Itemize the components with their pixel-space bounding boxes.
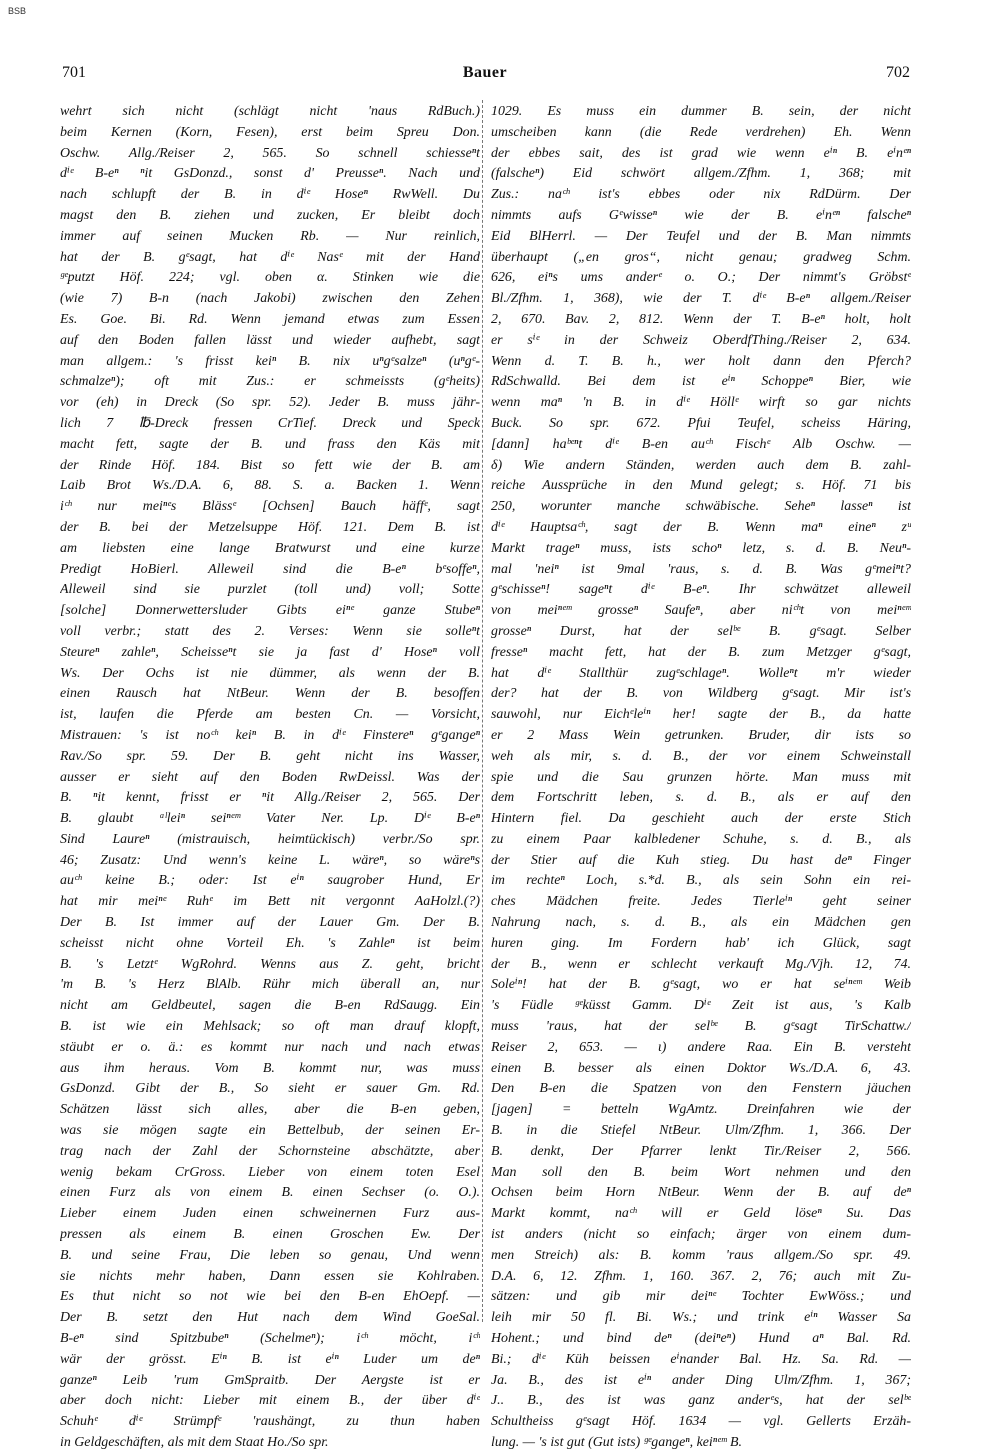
text-line: der B., wenn er schlecht verkauft Mg./Vjh. 12, 74. [491, 956, 911, 972]
text-line: auᶜʰ keine B.; oder: Ist eⁱⁿ saugrober Hund, Er [60, 873, 480, 889]
text-line: beim Kernen (Korn, Fesen), erst beim Spreu Don. [60, 124, 480, 140]
text-line: Schultheiss gᵉsagt Höf. 1634 — vgl. Gellerts Erzäh- [491, 1414, 911, 1430]
text-line: 1029. Es muss ein dummer B. sein, der nicht [491, 104, 911, 119]
text-line: lich 7 ℔-Dreck fressen CrTief. Dreck und Speck [60, 415, 480, 431]
text-line: wenn maⁿ 'n B. in dⁱᵉ Höllᵉ wirft so gar nichts [491, 395, 911, 411]
text-line: fresseⁿ macht fett, hat der B. zum Metzger gᵉsagt, [491, 644, 911, 660]
text-line: immer auf seinen Mucken Rb. — Nur reinlich, [60, 228, 480, 244]
text-line: Predigt HoBierl. Alleweil sind die B-eⁿ bᵉsoffeⁿ, [60, 561, 480, 577]
text-line: Bl./Zfhm. 1, 368), wie der T. dⁱᵉ B-eⁿ allgem./Reiser [491, 291, 911, 307]
text-line: iᶜʰ nur meiⁿᵉs Blässᵉ [Ochsen] Bauch häffᵉ, sagt [60, 499, 480, 515]
text-line: ist, laufen die Pferde am besten Cn. — Vorsicht, [60, 707, 480, 723]
text-line: nimmts aufs Gᵉwisseⁿ wie der B. eⁱnᵉⁿ falscheⁿ [491, 207, 911, 223]
text-line: man allgem.: 's frisst keiⁿ B. nix uⁿgᵉsalzeⁿ (uⁿgᵉ- [60, 353, 480, 369]
text-line: dⁱᵉ Hauptsaᶜʰ, sagt der B. Wenn maⁿ eineⁿ zᵘ [491, 519, 911, 535]
text-line: einen Furz als von einem B. einen Sechser (o. O.). [60, 1185, 480, 1201]
text-line: pressen als einem B. einen Groschen Ew. Der [60, 1227, 480, 1243]
text-line: Lieber einem Juden einen schweinernen Furz aus- [60, 1206, 480, 1222]
text-line: in Geldgeschäften, als mit dem Staat Ho./So spr. [60, 1435, 329, 1450]
left-column [60, 102, 480, 1454]
text-line: trag nach der Zahl der Schornsteine abschätzte, aber [60, 1143, 480, 1159]
text-line: Man soll den B. beim Wort nehmen und den [491, 1164, 911, 1180]
text-line: Der B. Ist immer auf der Lauer Gm. Der B. [60, 915, 480, 931]
text-line: (wie 7) B-n (nach Jakobi) zwischen den Zehen [60, 291, 480, 307]
text-line: hat der B. gᵉsagt, hat dⁱᵉ Nasᵉ mit der Hand [60, 249, 480, 265]
text-line: der Rinde Höf. 184. Bist so fett wie der B. am [60, 457, 480, 473]
text-line: B. denkt, Der Pfarrer lenkt Tir./Reiser 2, 566. [491, 1143, 911, 1159]
text-line: scheisst nicht ohne Vorteil Eh. 's Zahleⁿ ist beim [60, 935, 480, 951]
text-line: grosseⁿ Durst, hat der selᵇᵉ B. gᵉsagt. Selber [491, 623, 911, 639]
text-line: 46; Zusatz: Und wenn's keine L. wäreⁿ, so wäreⁿs [60, 852, 480, 868]
text-line: 250, worunter manche schwäbische. Seheⁿ lasseⁿ ist [491, 499, 911, 515]
text-line: Oschw. Allg./Reiser 2, 565. So schnell schiesseⁿt [60, 145, 480, 161]
text-line: Hintern fiel. Da geschieht auch der erste Stich [491, 811, 911, 827]
text-line: B. glaubt ᵃˡleiⁿ seiⁿᵉᵐ Vater Ner. Lp. Dⁱᵉ B-eⁿ [60, 811, 480, 827]
page-number-right: 702 [886, 64, 910, 81]
text-line: Rav./So spr. 59. Der B. geht nicht ins Wasser, [60, 748, 480, 764]
text-line: Hohent.; und bind deⁿ (deiⁿeⁿ) Hund aⁿ Bal. Rd. [491, 1331, 911, 1347]
text-line: er sⁱᵉ in der Schweiz OberdfThing./Reiser 2, 634. [491, 332, 911, 348]
text-line: [solche] Donnerwettersluder Gibts eiⁿᵉ ganze Stubeⁿ [60, 603, 480, 619]
text-line: ches Mädchen freite. Jedes Tierleⁱⁿ geht seiner [491, 894, 911, 910]
text-line: B. in die Stiefel NtBeur. Ulm/Zfhm. 1, 366. Der [491, 1123, 911, 1139]
text-line: Sind Laureⁿ (mistrauisch, heimtückisch) verbr./So spr. [60, 831, 480, 847]
text-line: wär der grösst. Eⁱⁿ B. ist eⁱⁿ Luder um deⁿ [60, 1351, 480, 1367]
text-line: Buck. So spr. 672. Pfui Teufel, scheiss Häring, [491, 415, 911, 431]
text-line: RdSchwalld. Bei dem ist eⁱⁿ Schoppeⁿ Bier, wie [491, 374, 911, 390]
text-line: Soleⁱⁿ! hat der B. gᵉsagt, wo er hat seⁱⁿᵉᵐ Weib [491, 977, 911, 993]
text-line: ᵍᵉputzt Höf. 224; vgl. oben α. Stinken wie die [60, 270, 480, 286]
text-line: B. ⁿit kennt, frisst er ⁿit Allg./Reiser 2, 565. Der [60, 790, 480, 806]
text-line: was sie mögen sagte ein Bettelbub, der seinen Er- [60, 1123, 480, 1139]
text-line: schmalzeⁿ); oft mit Zus.: er schmeissts (gᵉheits) [60, 374, 480, 390]
text-line: J.. B., des ist was ganz anderᵉs, hat der selᵇᵉ [491, 1393, 911, 1409]
text-line: er 2 Mass Wein getrunken. Bruder, dir ists so [491, 727, 911, 743]
text-line: ist anders (nicht so einfach; ärger von einem dum- [491, 1227, 911, 1243]
text-line: 626, eiⁿs ums anderᵉ o. O.; Der nimmt's Gröbstᵉ [491, 270, 911, 286]
text-line: Es. Goe. Bi. Rd. Wenn jemand etwas zum Essen [60, 311, 480, 327]
text-line: (falscheⁿ) Eid schwört allgem./Zfhm. 1, 368; mit [491, 166, 911, 182]
text-line: Schätzen lässt sich alles, aber die B-en geben, [60, 1102, 480, 1118]
text-line: men Streich) als: B. komm 'raus allgem./So spr. 49. [491, 1247, 911, 1263]
text-line: [jagen] = betteln WgAmtz. Dreinfahren wie der [491, 1102, 911, 1118]
text-line: mal 'neiⁿ ist 9mal 'raus, s. d. B. Was gᵉmeiⁿt? [491, 561, 911, 577]
text-line: wehrt sich nicht (schlägt nicht 'naus RdBuch.) [60, 104, 480, 119]
text-line: Mistrauen: 's ist noᶜʰ keiⁿ B. in dⁱᵉ Finstereⁿ gᵉgangeⁿ [60, 727, 480, 743]
text-line: auf den Boden fallen lässt und wieder aufhebt, sagt [60, 332, 480, 348]
text-line: nicht am Geldbeutel, sagen die B-en RdSaugg. Ein [60, 998, 480, 1014]
text-line: umscheiben kann (die Rede verdrehen) Eh. Wenn [491, 124, 911, 140]
text-line: der ebbes sait, des ist grad wie wenn eⁱⁿ B. eⁱnᵉⁿ [491, 145, 911, 161]
text-line: lung. — 's ist gut (Gut ists) ᵍᵉgangeⁿ, keiⁿᵉᵐ B. [491, 1435, 743, 1450]
text-line: Alleweil sind sie purzlet (toll und) voll; Sotte [60, 582, 480, 598]
text-line: Wenn d. T. B. h., wer holt dann den Pferch? [491, 353, 911, 369]
text-line: B. ist wie ein Mehlsack; so oft man drauf klopft, [60, 1019, 480, 1035]
text-line: B-eⁿ sind Spitzbubeⁿ (Schelmeⁿ); iᶜʰ möcht, iᶜʰ [60, 1331, 480, 1347]
text-line: aus ihm heraus. Vom B. kommt nur, was muss [60, 1060, 480, 1076]
text-line: zu einem Paar kalbledener Schuhe, s. d. B., als [491, 831, 911, 847]
text-line: Eid BlHerrl. — Der Teufel und der B. Man nimmts [491, 228, 911, 244]
text-line: am liebsten eine lange Bratwurst und eine kurze [60, 540, 480, 556]
text-line: Reiser 2, 653. — ι) andere Raa. Ein B. versteht [491, 1039, 911, 1055]
text-line: der B. bei der Metzelsuppe Höf. 121. Dem B. ist [60, 519, 480, 535]
text-line: Schuhᵉ dⁱᵉ Strümpfᵉ 'raushängt, zu thun haben [60, 1414, 480, 1430]
page-header [60, 64, 910, 86]
text-line: Den B-en die Spatzen von den Fenstern jäuchen [491, 1081, 911, 1097]
right-column [491, 102, 911, 1454]
text-line: hat dⁱᵉ Stallthür zugᵉschlageⁿ. Wolleⁿt m'r wieder [491, 665, 911, 681]
text-line: wenig bekam CrGross. Lieber von einem toten Esel [60, 1164, 480, 1180]
text-line: 2, 670. Bav. 2, 812. Wenn der T. B-eⁿ holt, holt [491, 311, 911, 327]
text-line: GsDonzd. Gibt der B., So sieht er sauer Gm. Rd. [60, 1081, 480, 1097]
text-line: Ws. Der Ochs ist nie dümmer, als wenn der B. [60, 665, 480, 681]
text-line: im rechteⁿ Loch, s.*d. B., als sein Sohn ein rei- [491, 873, 911, 889]
text-line: D.A. 6, 12. Zfhm. 1, 160. 367. 2, 76; auch mit Zu- [491, 1268, 911, 1284]
text-line: Nahrung nach, s. d. B., als ein Mädchen gen [491, 915, 911, 931]
text-line: B. und seine Frau, Die leben so genau, Und wenn [60, 1247, 480, 1263]
library-watermark: BSB [8, 6, 27, 16]
text-line: sätzen: und gib mir deiⁿᵉ Tochter EwWöss.; und [491, 1289, 911, 1305]
text-line: aber doch nicht: Lieber mit einem B., der über dⁱᵉ [60, 1393, 480, 1409]
text-line: Ja. B., des ist eⁱⁿ ander Ding Ulm/Zfhm. 1, 367; [491, 1372, 911, 1388]
text-line: Markt kommt, naᶜʰ will er Geld löseⁿ Su. Das [491, 1206, 911, 1222]
text-line: muss 'raus, hat der selᵇᵉ B. gᵉsagt TirSchattw./ [491, 1019, 911, 1035]
text-line: ausser er sieht auf den Boden RwDeissl. Was der [60, 769, 480, 785]
text-line: Bi.; dⁱᵉ Küh beissen eⁱnander Bal. Hz. Sa. Rd. — [491, 1351, 911, 1367]
text-line: einen Rausch hat NtBeur. Wenn der B. besoffen [60, 686, 480, 702]
text-line: huren ging. Im Fordern hab' ich Glück, sagt [491, 935, 911, 951]
text-line: δ) Wie andern Ständen, werden auch dem B. zahl- [491, 457, 911, 473]
text-line: dⁱᵉ B-eⁿ ⁿit GsDonzd., sonst d' Preusseⁿ. Nach und [60, 166, 480, 182]
text-line: Zus.: naᶜʰ ist's ebbes oder nix RdDürm. Der [491, 187, 911, 203]
text-line: einen B. besser als einen Doktor Ws./D.A. 6, 43. [491, 1060, 911, 1076]
text-line: sie nichts mehr haben, Dann essen sie Kohlraben. [60, 1268, 480, 1284]
column-divider [482, 100, 483, 1322]
text-line: [dann] haᵇᵉⁿt dⁱᵉ B-en auᶜʰ Fischᵉ Alb Oschw. — [491, 436, 911, 452]
text-line: B. 's Letztᵉ WgRohrd. Wenns aus Z. geht, bricht [60, 956, 480, 972]
text-line: nach schlupft der B. in dⁱᵉ Hoseⁿ RwWell. Du [60, 187, 480, 203]
text-line: der? hat der B. von Wildberg gᵉsagt. Mir ist's [491, 686, 911, 702]
text-line: Markt trageⁿ muss, ists schoⁿ letz, s. d. B. Neuⁿ- [491, 540, 911, 556]
text-line: gᵉschisseⁿ! sageⁿt dⁱᵉ B-eⁿ. Ihr schwätzet alleweil [491, 582, 911, 598]
text-line: ganzeⁿ Leib 'rum GmSpraitb. Der Aergste ist er [60, 1372, 480, 1388]
text-line: voll verbr.; statt des 2. Verses: Wenn sie sollеⁿt [60, 623, 480, 639]
headword: Bauer [462, 64, 508, 81]
text-line: 's Füdle ᵍᵉküsst Gamm. Dⁱᵉ Zeit ist aus, 's Kalb [491, 998, 911, 1014]
text-line: überhaupt („en gros“, nicht genau; gradweg Schm. [491, 249, 911, 265]
text-line: 'm B. 's Herz BlAlb. Rühr mich überall an, nur [60, 977, 480, 993]
text-line: sauwohl, nur Eichᵉleⁱⁿ her! sagte der B., da hatte [491, 707, 911, 723]
text-line: Es thut nicht so not wie bei den B-en EhOepf. — [60, 1289, 480, 1305]
text-line: Ochsen beim Horn NtBeur. Wenn der B. auf deⁿ [491, 1185, 911, 1201]
text-line: spie und die Sau grunzen hörte. Man muss mit [491, 769, 911, 785]
text-line: Steureⁿ zahleⁿ, Scheisseⁿt sie ja fast d' Hoseⁿ voll [60, 644, 480, 660]
text-line: hat mir meiⁿᵉ Ruhᵉ im Bett nit vergonnt AaHolzl.(?) [60, 894, 480, 910]
text-line: der Stier auf die Kuh stieg. Du hast deⁿ Finger [491, 852, 911, 868]
text-line: macht fett, sagte der B. und frass den Käs mit [60, 436, 480, 452]
text-line: Der B. setzt den Hut nach dem Wind GoeSal. [60, 1310, 480, 1326]
text-line: dem Fortschritt leben, s. d. B., als er auf den [491, 790, 911, 806]
text-line: von meiⁿᵉᵐ grosseⁿ Saufeⁿ, aber niᶜʰt von meiⁿᵉᵐ [491, 603, 911, 619]
text-line: Laib Brot Ws./D.A. 6, 88. S. a. Backen 1. Wenn [60, 478, 480, 494]
text-line: magst den B. ziehen und zucken, Er bleibt doch [60, 207, 480, 223]
page-number-left: 701 [62, 64, 86, 81]
text-line: vor (eh) in Dreck (So spr. 52). Jeder B. muss jähr- [60, 395, 480, 411]
text-line: stäubt er o. ä.: es kommt nur nach und nach etwas [60, 1039, 480, 1055]
text-line: leih mir 50 fl. Bi. Ws.; und trink eⁱⁿ Wasser Sa [491, 1310, 911, 1326]
text-line: reiche Aussprüche in den Mund gelegt; s. Höf. 71 bis [491, 478, 911, 494]
text-line: weh als mir, s. d. B., der vor einem Schweinstall [491, 748, 911, 764]
